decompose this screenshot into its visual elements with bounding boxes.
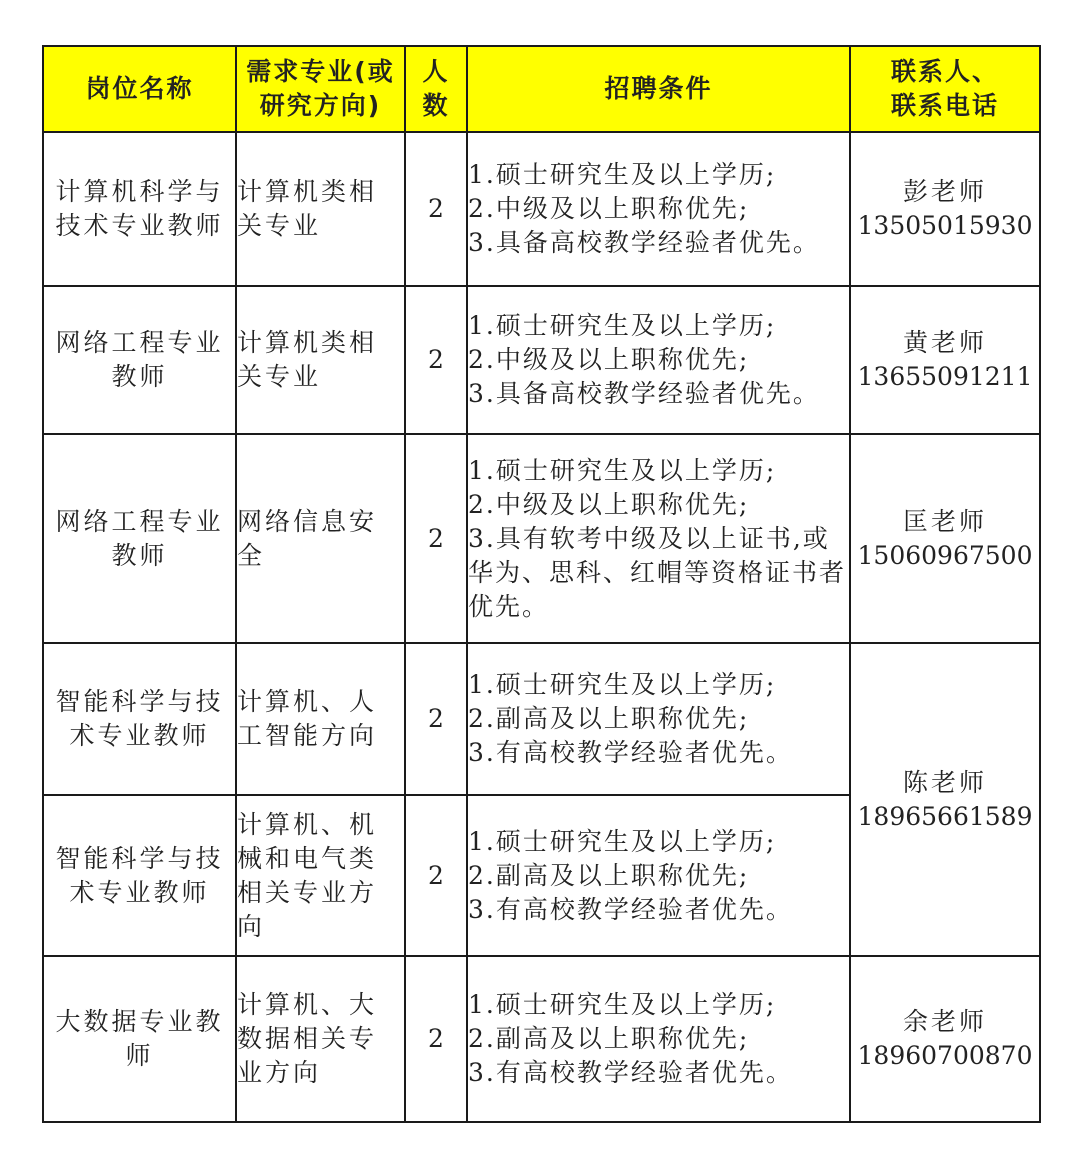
condition-line: 1.硕士研究生及以上学历; (468, 826, 777, 856)
contact-phone: 15060967500 (857, 540, 1033, 570)
headcount: 2 (405, 132, 467, 286)
condition-line: 2.中级及以上职称优先; (468, 345, 750, 374)
condition-line: 3.具备高校教学经验者优先。 (468, 228, 820, 257)
headcount: 2 (405, 795, 467, 956)
table-row (43, 132, 1040, 286)
condition-line: 1.硕士研究生及以上学历; (468, 455, 777, 485)
contact (850, 132, 1040, 286)
header-count (405, 46, 467, 132)
contact-phone: 18965661589 (857, 801, 1033, 831)
conditions (467, 132, 850, 286)
post-name: 智能科学与技术专业教师 (43, 795, 236, 956)
table-row (43, 956, 1040, 1122)
condition-line: 3.有高校教学经验者优先。 (468, 1058, 793, 1087)
contact-name: 彭老师 (902, 177, 987, 206)
headcount: 2 (405, 286, 467, 434)
contact-name: 匡老师 (902, 506, 987, 536)
post-name: 计算机科学与技术专业教师 (43, 132, 236, 286)
condition-line: 1.硕士研究生及以上学历; (468, 311, 777, 340)
recruitment-table (42, 45, 1041, 1123)
required-major: 计算机、大数据相关专业方向 (236, 956, 405, 1122)
post-name: 网络工程专业教师 (43, 286, 236, 434)
headcount: 2 (405, 956, 467, 1122)
contact-name: 黄老师 (902, 328, 987, 357)
header-major-line: 需求专业(或 (246, 57, 395, 86)
conditions (467, 286, 850, 434)
header-contact-line: 联系电话 (890, 91, 999, 120)
table-row (43, 434, 1040, 643)
condition-line: 2.中级及以上职称优先; (468, 489, 750, 519)
condition-line: 3.具备高校教学经验者优先。 (468, 379, 820, 408)
conditions (467, 434, 850, 643)
conditions (467, 795, 850, 956)
condition-line: 3.有高校教学经验者优先。 (468, 738, 793, 767)
table-row (43, 643, 1040, 795)
contact-phone: 18960700870 (857, 1041, 1033, 1070)
contact (850, 643, 1040, 956)
post-name: 智能科学与技术专业教师 (43, 643, 236, 795)
post-name: 网络工程专业教师 (43, 434, 236, 643)
header-conditions: 招聘条件 (467, 46, 850, 132)
table-row (43, 286, 1040, 434)
headcount: 2 (405, 643, 467, 795)
contact (850, 286, 1040, 434)
table-body (43, 132, 1040, 1122)
condition-line: 1.硕士研究生及以上学历; (468, 670, 777, 699)
header-contact-line: 联系人、 (890, 57, 999, 86)
header-post: 岗位名称 (43, 46, 236, 132)
header-major (236, 46, 405, 132)
headcount: 2 (405, 434, 467, 643)
conditions (467, 956, 850, 1122)
condition-line: 2.副高及以上职称优先; (468, 1024, 750, 1053)
condition-line: 1.硕士研究生及以上学历; (468, 160, 777, 189)
required-major: 网络信息安全 (236, 434, 405, 643)
conditions (467, 643, 850, 795)
header-contact (850, 46, 1040, 132)
condition-line: 2.中级及以上职称优先; (468, 194, 750, 223)
header-major-line: 研究方向) (259, 91, 382, 120)
required-major: 计算机、人工智能方向 (236, 643, 405, 795)
contact (850, 434, 1040, 643)
contact-name: 陈老师 (902, 767, 987, 797)
condition-line: 3.有高校教学经验者优先。 (468, 894, 793, 924)
condition-line: 3.具有软考中级及以上证书,或华为、思科、红帽等资格证书者优先。 (468, 523, 847, 621)
condition-line: 2.副高及以上职称优先; (468, 860, 750, 890)
contact (850, 956, 1040, 1122)
header-row (43, 46, 1040, 132)
header-count-line: 数 (422, 91, 450, 120)
contact-phone: 13505015930 (857, 211, 1033, 240)
contact-name: 余老师 (902, 1007, 987, 1036)
condition-line: 2.副高及以上职称优先; (468, 704, 750, 733)
table-header (43, 46, 1040, 132)
required-major: 计算机类相关专业 (236, 286, 405, 434)
header-count-line: 人 (422, 57, 450, 86)
required-major: 计算机、机械和电气类相关专业方向 (236, 795, 405, 956)
condition-line: 1.硕士研究生及以上学历; (468, 990, 777, 1019)
post-name: 大数据专业教师 (43, 956, 236, 1122)
contact-phone: 13655091211 (857, 362, 1033, 391)
required-major: 计算机类相关专业 (236, 132, 405, 286)
